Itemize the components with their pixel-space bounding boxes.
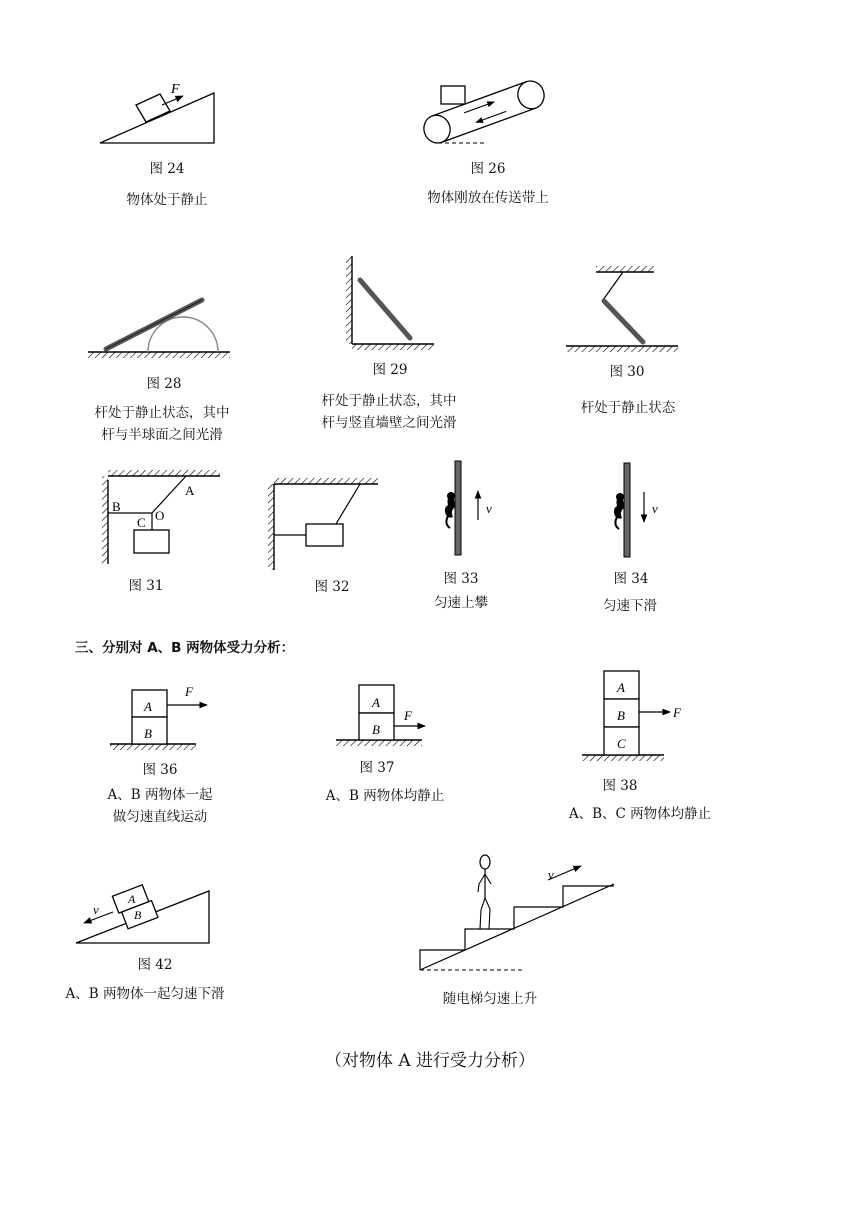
figure-34-label: 图 34 (613, 571, 649, 587)
escalator-caption: 随电梯匀速上升 (442, 991, 538, 1007)
figure-32-label: 图 32 (314, 579, 350, 595)
figure-26-caption: 物体刚放在传送带上 (427, 190, 549, 206)
block-b-label: B (617, 708, 625, 723)
figure-38-caption: A、B、C 两物体均静止 (568, 806, 712, 822)
figure-28-caption-line1: 杆处于静止状态，其中 (94, 405, 230, 421)
figure-26-diagram (420, 77, 548, 146)
force-label: F (673, 705, 681, 720)
figure-37-diagram (336, 685, 425, 746)
block-c-label: C (617, 736, 626, 751)
figure-26-label: 图 26 (470, 161, 506, 177)
section-heading: 三、分别对 A、B 两物体受力分析： (75, 640, 295, 656)
figure-24-caption: 物体处于静止 (126, 192, 208, 208)
figure-28-label: 图 28 (146, 376, 182, 392)
figure-38-diagram (582, 671, 682, 761)
block-b-label: B (144, 726, 152, 741)
figure-29-caption-line2: 杆与竖直墙壁之间光滑 (321, 415, 457, 431)
figure-37-label: 图 37 (359, 760, 395, 776)
point-o-label: O (155, 508, 165, 523)
block-a-label: A (617, 680, 625, 695)
figure-30-diagram (566, 266, 678, 352)
velocity-label: v (486, 501, 492, 516)
figure-34-diagram (614, 463, 658, 557)
figure-33-label: 图 33 (443, 571, 479, 587)
velocity-label: v (652, 501, 658, 516)
figure-36-diagram (110, 684, 207, 750)
force-label: F (171, 82, 180, 97)
block-b-label: B (134, 908, 142, 922)
figure-31-label: 图 31 (128, 578, 164, 594)
block-a-label: A (372, 695, 380, 710)
figure-38-label: 图 38 (602, 778, 638, 794)
figure-29-caption-line1: 杆处于静止状态，其中 (321, 393, 457, 409)
figure-31-diagram (102, 470, 220, 564)
figure-33-caption: 匀速上攀 (434, 595, 488, 611)
figure-42-diagram (76, 884, 209, 943)
figure-28-caption-line2: 杆与半球面之间光滑 (101, 427, 223, 443)
block-a-label: A (128, 892, 136, 906)
block-b-label: B (372, 722, 380, 737)
force-label: F (185, 684, 193, 699)
figure-36-caption-line1: A、B 两物体一起 (107, 787, 213, 803)
figure-24-label: 图 24 (149, 161, 185, 177)
force-label: F (404, 708, 412, 723)
figure-33-diagram (445, 461, 492, 555)
escalator-diagram (420, 855, 614, 970)
footer-note: （对物体 A 进行受力分析） (324, 1051, 536, 1071)
block-a-label: A (144, 699, 152, 714)
figure-28-diagram (88, 300, 230, 358)
figure-42-label: 图 42 (137, 957, 173, 973)
velocity-label: v (93, 902, 99, 917)
point-b-label: B (112, 499, 121, 514)
figure-36-caption-line2: 做匀速直线运动 (112, 809, 208, 825)
figure-30-caption: 杆处于静止状态 (580, 400, 676, 416)
figure-36-label: 图 36 (142, 762, 178, 778)
figure-29-diagram (346, 256, 434, 350)
point-a-label: A (185, 483, 195, 498)
point-c-label: C (137, 515, 146, 530)
figure-29-label: 图 29 (372, 362, 408, 378)
figure-34-caption: 匀速下滑 (603, 598, 657, 614)
figure-42-caption: A、B 两物体一起匀速下滑 (65, 986, 225, 1002)
figure-37-caption: A、B 两物体均静止 (325, 788, 445, 804)
figure-30-label: 图 30 (609, 364, 645, 380)
figure-32-diagram (268, 478, 378, 570)
velocity-label: v (548, 867, 554, 882)
figure-24-diagram (100, 82, 214, 143)
